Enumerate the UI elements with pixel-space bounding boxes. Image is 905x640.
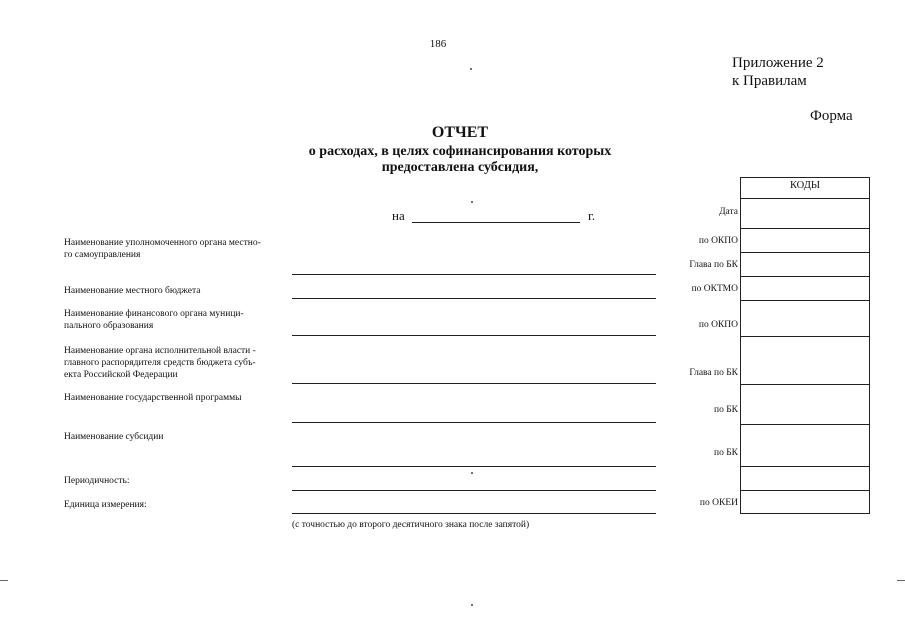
field-label-subsidy: Наименование субсидии (64, 432, 164, 442)
codes-row-divider (740, 336, 870, 337)
fill-line-finance-body[interactable] (292, 335, 656, 336)
code-label-okpo-finance: по ОКПО (698, 320, 738, 330)
date-prefix: на (392, 208, 405, 223)
precision-note: (с точностью до второго десятичного знака после запятой) (292, 520, 530, 530)
field-label-executive-body: Наименование органа исполнительной власти - главного распорядителя средств бюджета субъ- екта Российской Федерации (64, 346, 256, 380)
fill-line-state-program[interactable] (292, 422, 656, 423)
field-label-authorized-body: Наименование уполномоченного органа местно- го самоуправления (64, 238, 261, 260)
fill-line-executive-body[interactable] (292, 383, 656, 384)
codes-row-divider (740, 252, 870, 253)
code-label-chapter-bk: Глава по БК (689, 260, 738, 270)
scan-edge-mark (0, 580, 8, 581)
scan-dot (471, 201, 473, 203)
code-label-chapter-bk-executive: Глава по БК (689, 368, 738, 378)
codes-row-divider (740, 198, 870, 199)
code-label-okpo: по ОКПО (698, 236, 738, 246)
fill-line-unit[interactable] (292, 513, 656, 514)
code-label-oktmo: по ОКТМО (691, 284, 738, 294)
fill-line-local-budget[interactable] (292, 298, 656, 299)
appendix-line-1: Приложение 2 (732, 55, 824, 71)
date-suffix: г. (588, 208, 596, 223)
form-label: Форма (810, 108, 853, 124)
field-label-periodicity: Периодичность: (64, 476, 130, 486)
codes-row-divider (740, 424, 870, 425)
codes-row-divider (740, 490, 870, 491)
scan-dot (471, 604, 473, 606)
report-subtitle-line-2: предоставлена субсидия, (381, 160, 539, 175)
codes-header: КОДЫ (789, 180, 821, 191)
date-blank-line (412, 222, 580, 223)
appendix-reference (732, 54, 824, 90)
scan-edge-mark (897, 580, 905, 581)
code-label-date: Дата (719, 207, 738, 217)
report-title: ОТЧЕТ (431, 124, 489, 141)
scan-dot (470, 68, 472, 70)
code-label-okei: по ОКЕИ (699, 498, 738, 508)
fill-line-authorized-body[interactable] (292, 274, 656, 275)
page-number: 186 (429, 38, 447, 50)
scan-dot (471, 472, 473, 474)
field-label-finance-body: Наименование финансового органа муници- пального образования (64, 309, 244, 331)
codes-row-divider (740, 276, 870, 277)
codes-row-divider (740, 228, 870, 229)
codes-row-divider (740, 384, 870, 385)
code-label-bk-subsidy: по БК (713, 448, 738, 458)
appendix-line-2: к Правилам (732, 73, 807, 89)
fill-line-subsidy[interactable] (292, 466, 656, 467)
field-label-state-program: Наименование государственной программы (64, 393, 242, 403)
codes-row-divider (740, 300, 870, 301)
field-label-local-budget: Наименование местного бюджета (64, 286, 201, 296)
fill-line-periodicity[interactable] (292, 490, 656, 491)
codes-row-divider (740, 466, 870, 467)
field-label-unit: Единица измерения: (64, 500, 147, 510)
code-label-bk-program: по БК (713, 405, 738, 415)
report-subtitle-line-1: о расходах, в целях софинансирования которых (308, 144, 612, 159)
